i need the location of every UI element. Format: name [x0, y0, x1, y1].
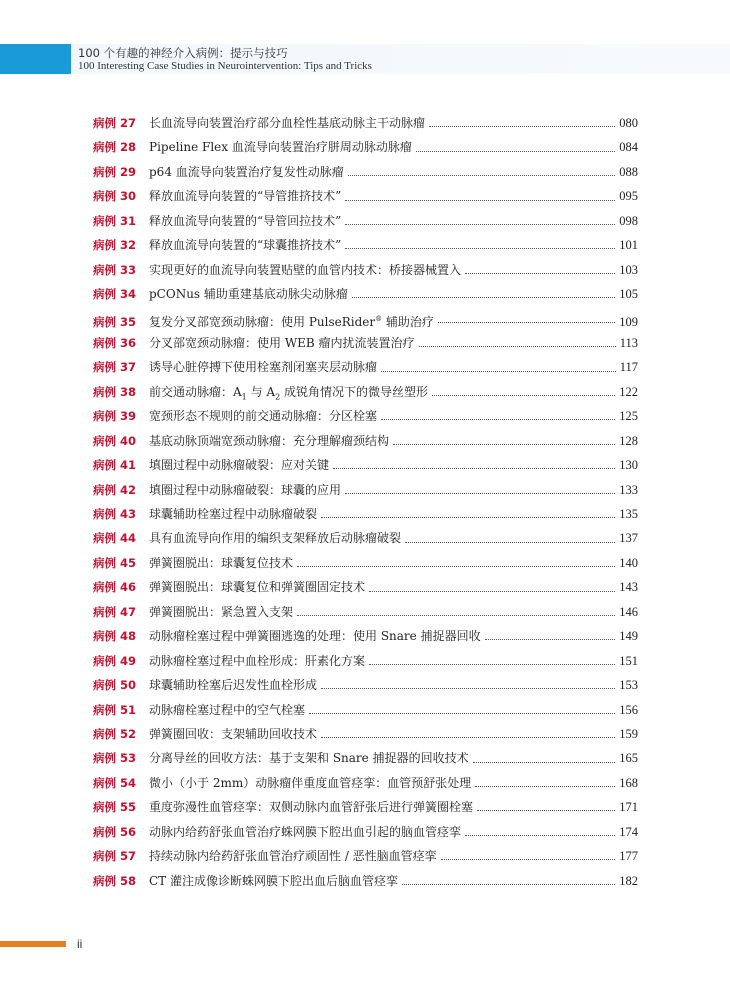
case-number: 病例 47 — [93, 604, 137, 619]
case-title-text: p64 血流导向装置治疗复发性动脉瘤 — [149, 164, 344, 179]
toc-entry[interactable] — [93, 795, 638, 819]
case-title — [149, 404, 377, 428]
dot-leader — [321, 687, 615, 689]
toc-entry[interactable] — [93, 722, 638, 746]
case-title — [149, 575, 365, 599]
page-number: 101 — [619, 238, 638, 253]
case-title-text: 复发分叉部宽颈动脉瘤：使用 PulseRider — [149, 314, 376, 329]
case-title — [149, 135, 412, 159]
case-title-text: 动脉瘤栓塞过程中血栓形成：肝素化方案 — [149, 653, 366, 668]
dot-leader — [345, 247, 615, 249]
dot-leader — [416, 150, 615, 152]
dot-leader — [419, 345, 616, 347]
dot-leader — [438, 321, 615, 323]
page-number: 174 — [619, 824, 638, 839]
case-title — [149, 551, 293, 575]
case-title — [149, 673, 317, 697]
running-head-chinese: 100 个有趣的神经介入病例：提示与技巧 — [78, 46, 288, 60]
toc-entry[interactable] — [93, 135, 638, 159]
running-head-english: 100 Interesting Case Studies in Neurointervention: Tips and Tricks — [78, 60, 372, 72]
dot-leader — [345, 223, 615, 225]
page-number: 140 — [619, 555, 638, 570]
case-title — [149, 820, 461, 844]
case-number: 病例 35 — [93, 314, 137, 329]
case-number: 病例 40 — [93, 433, 137, 448]
case-number: 病例 46 — [93, 580, 137, 595]
case-number: 病例 41 — [93, 458, 137, 473]
case-title — [149, 331, 415, 355]
case-number: 病例 32 — [93, 238, 137, 253]
page-number: 153 — [619, 678, 638, 693]
page-number: 159 — [619, 726, 638, 741]
title-subscript: 2 — [275, 392, 281, 402]
dot-leader — [429, 125, 615, 127]
case-title — [149, 502, 317, 526]
page-number: 088 — [619, 164, 638, 179]
case-number: 病例 54 — [93, 775, 137, 790]
case-number: 病例 37 — [93, 360, 137, 375]
page-number: 135 — [619, 507, 638, 521]
registered-mark: ® — [375, 314, 383, 323]
toc-entry[interactable] — [93, 478, 638, 502]
case-title — [149, 478, 341, 502]
dot-leader — [297, 565, 615, 567]
dot-leader — [475, 785, 615, 787]
page-folio: ii — [77, 937, 83, 951]
dot-leader — [477, 809, 615, 811]
toc-entry[interactable] — [93, 258, 638, 282]
case-title — [149, 184, 341, 208]
page-number: 171 — [619, 800, 638, 815]
dot-leader — [297, 614, 615, 616]
toc-entry[interactable] — [93, 600, 638, 624]
case-title — [149, 698, 305, 722]
case-number: 病例 42 — [93, 482, 137, 497]
case-title — [149, 649, 365, 673]
case-title-text: 基底动脉顶端宽颈动脉瘤：充分理解瘤颈结构 — [149, 433, 390, 448]
page-number: 133 — [619, 482, 638, 497]
dot-leader — [381, 370, 616, 372]
case-title-text: 动脉瘤栓塞过程中的空气栓塞 — [149, 702, 306, 717]
page-number: 177 — [619, 849, 638, 864]
toc-entry[interactable] — [93, 111, 638, 135]
case-number: 病例 43 — [93, 507, 137, 521]
dot-leader — [352, 296, 615, 298]
toc-entry[interactable] — [93, 502, 638, 526]
toc-entry[interactable] — [93, 698, 638, 722]
page-number: 122 — [619, 384, 638, 399]
toc-entry[interactable] — [93, 331, 638, 355]
page-number: 146 — [619, 604, 638, 619]
page-number: 117 — [619, 360, 638, 375]
case-title-text: 释放血流导向装置的“导管回拉技术” — [149, 213, 342, 228]
dot-leader — [345, 199, 615, 201]
case-title-text: pCONus 辅助重建基底动脉尖动脉瘤 — [149, 287, 348, 302]
case-title — [149, 722, 317, 746]
case-title-text: 弹簧圈脱出：球囊复位技术 — [149, 555, 294, 570]
case-title-text: CT 灌注成像诊断蛛网膜下腔出血后脑血管痉挛 — [149, 873, 399, 888]
case-number: 病例 55 — [93, 800, 137, 815]
toc-entry[interactable] — [93, 380, 638, 404]
dot-leader — [348, 174, 615, 176]
page-number: 109 — [619, 314, 638, 329]
case-number: 病例 45 — [93, 555, 137, 570]
page-number: 137 — [619, 531, 638, 546]
page-number: 182 — [619, 873, 638, 888]
dot-leader — [345, 492, 615, 494]
case-number: 病例 38 — [93, 384, 137, 399]
case-title-text: 具有血流导向作用的编织支架释放后动脉瘤破裂 — [149, 531, 402, 546]
toc-entry[interactable] — [93, 160, 638, 184]
page-number: 143 — [619, 580, 638, 595]
case-number: 病例 28 — [93, 140, 137, 155]
dot-leader — [402, 883, 615, 885]
case-number: 病例 34 — [93, 287, 137, 302]
case-title-text: 与 A — [246, 384, 276, 399]
title-subscript: 1 — [241, 392, 247, 402]
dot-leader — [369, 590, 615, 592]
page-number: 130 — [619, 458, 638, 473]
page-number: 125 — [619, 409, 638, 424]
case-title — [149, 844, 437, 868]
case-title-text: 弹簧圈回收：支架辅助回收技术 — [149, 726, 318, 741]
case-title-text: 释放血流导向装置的“导管推挤技术” — [149, 189, 342, 204]
dot-leader — [441, 858, 616, 860]
case-number: 病例 30 — [93, 189, 137, 204]
case-title-text: 分叉部宽颈动脉瘤：使用 WEB 瘤内扰流装置治疗 — [149, 335, 415, 350]
dot-leader — [333, 467, 615, 469]
case-title — [149, 453, 329, 477]
page-number: 105 — [619, 287, 638, 302]
case-title — [149, 111, 425, 135]
dot-leader — [465, 272, 615, 274]
case-title-text: 持续动脉内给药舒张血管治疗顽固性 / 恶性脑血管痉挛 — [149, 849, 437, 864]
case-number: 病例 39 — [93, 409, 137, 424]
case-title-text: 分离导丝的回收方法：基于支架和 Snare 捕捉器的回收技术 — [149, 751, 469, 766]
case-number: 病例 51 — [93, 702, 137, 717]
case-title — [149, 355, 377, 379]
case-title — [149, 429, 389, 453]
case-title — [149, 600, 293, 624]
footer-orange-accent — [0, 941, 66, 947]
toc-entry[interactable] — [93, 575, 638, 599]
page-number: 168 — [619, 775, 638, 790]
case-title-text: 球囊辅助栓塞过程中动脉瘤破裂 — [149, 507, 318, 521]
toc-entry[interactable] — [93, 551, 638, 575]
case-title-text: 弹簧圈脱出：球囊复位和弹簧圈固定技术 — [149, 580, 366, 595]
case-number: 病例 44 — [93, 531, 137, 546]
toc-entry[interactable] — [93, 307, 638, 331]
case-title — [149, 624, 481, 648]
case-number: 病例 33 — [93, 262, 137, 277]
page-number: 151 — [619, 653, 638, 668]
case-title-text: 释放血流导向装置的“球囊推挤技术” — [149, 238, 342, 253]
case-number: 病例 36 — [93, 335, 137, 350]
dot-leader — [321, 736, 615, 738]
case-number: 病例 48 — [93, 629, 137, 644]
case-title — [149, 526, 401, 550]
toc-entry[interactable] — [93, 404, 638, 428]
table-of-contents — [93, 111, 638, 893]
case-title-text: 宽颈形态不规则的前交通动脉瘤：分区栓塞 — [149, 409, 378, 424]
toc-entry[interactable] — [93, 649, 638, 673]
dot-leader — [381, 418, 615, 420]
page-number: 084 — [619, 140, 638, 155]
case-number: 病例 56 — [93, 824, 137, 839]
case-title — [149, 258, 461, 282]
case-title — [149, 233, 341, 257]
toc-entry[interactable] — [93, 869, 638, 893]
dot-leader — [465, 834, 615, 836]
toc-entry[interactable] — [93, 453, 638, 477]
case-title — [149, 746, 469, 770]
case-title-text: 球囊辅助栓塞后迟发性血栓形成 — [149, 678, 318, 693]
case-number: 病例 58 — [93, 873, 137, 888]
page-number: 103 — [619, 262, 638, 277]
case-title-text: Pipeline Flex 血流导向装置治疗胼周动脉动脉瘤 — [149, 140, 412, 155]
case-number: 病例 57 — [93, 849, 137, 864]
case-title-text: 重度弥漫性血管痉挛：双侧动脉内血管舒张后进行弹簧圈栓塞 — [149, 800, 474, 815]
toc-entry[interactable] — [93, 355, 638, 379]
case-number: 病例 31 — [93, 213, 137, 228]
case-title-text: 长血流导向装置治疗部分血栓性基底动脉主干动脉瘤 — [149, 116, 426, 130]
page-number: 156 — [619, 702, 638, 717]
case-title-text: 填圈过程中动脉瘤破裂：应对关键 — [149, 458, 330, 473]
toc-entry[interactable] — [93, 526, 638, 550]
dot-leader — [473, 761, 616, 763]
case-title-text: 实现更好的血流导向装置贴壁的血管内技术：桥接器械置入 — [149, 262, 462, 277]
case-title-text: 前交通动脉瘤：A — [149, 384, 242, 399]
case-number: 病例 52 — [93, 726, 137, 741]
page-number: 080 — [619, 116, 638, 130]
toc-entry[interactable] — [93, 233, 638, 257]
toc-entry[interactable] — [93, 282, 638, 306]
header-blue-accent — [0, 44, 71, 74]
dot-leader — [369, 663, 615, 665]
page-number: 165 — [619, 751, 638, 766]
dot-leader — [405, 541, 615, 543]
dot-leader — [321, 516, 615, 518]
case-number: 病例 27 — [93, 116, 137, 130]
toc-entry[interactable] — [93, 184, 638, 208]
toc-entry[interactable] — [93, 673, 638, 697]
case-title — [149, 282, 348, 306]
dot-leader — [485, 638, 616, 640]
page-number: 098 — [619, 213, 638, 228]
toc-entry[interactable] — [93, 209, 638, 233]
page-number: 128 — [619, 433, 638, 448]
case-title-text: 填圈过程中动脉瘤破裂：球囊的应用 — [149, 482, 342, 497]
case-title-text: 成锐角情况下的微导丝塑形 — [280, 384, 428, 399]
case-title — [149, 869, 398, 893]
case-title-text: 弹簧圈脱出：紧急置入支架 — [149, 604, 294, 619]
case-title-text: 动脉内给药舒张血管治疗蛛网膜下腔出血引起的脑血管痉挛 — [149, 824, 462, 839]
case-title-text: 诱导心脏停搏下使用栓塞剂闭塞夹层动脉瘤 — [149, 360, 378, 375]
case-title — [149, 771, 471, 795]
toc-entry[interactable] — [93, 771, 638, 795]
toc-entry[interactable] — [93, 429, 638, 453]
case-number: 病例 50 — [93, 678, 137, 693]
page-number: 149 — [619, 629, 638, 644]
toc-entry[interactable] — [93, 624, 638, 648]
page-number: 113 — [619, 335, 638, 350]
case-number: 病例 49 — [93, 653, 137, 668]
case-title — [149, 307, 434, 334]
page-number: 095 — [619, 189, 638, 204]
dot-leader — [393, 443, 615, 445]
case-title-text: 动脉瘤栓塞过程中弹簧圈逃逸的处理：使用 Snare 捕捉器回收 — [149, 629, 481, 644]
case-title — [149, 160, 344, 184]
case-title — [149, 795, 473, 819]
case-title-text: 辅助治疗 — [382, 314, 434, 329]
case-number: 病例 53 — [93, 751, 137, 766]
case-title-text: 微小（小于 2mm）动脉瘤伴重度血管痉挛：血管预舒张处理 — [149, 775, 472, 790]
toc-entry[interactable] — [93, 820, 638, 844]
toc-entry[interactable] — [93, 746, 638, 770]
dot-leader — [309, 712, 615, 714]
toc-entry[interactable] — [93, 844, 638, 868]
case-number: 病例 29 — [93, 164, 137, 179]
case-title — [149, 209, 341, 233]
dot-leader — [432, 394, 615, 396]
